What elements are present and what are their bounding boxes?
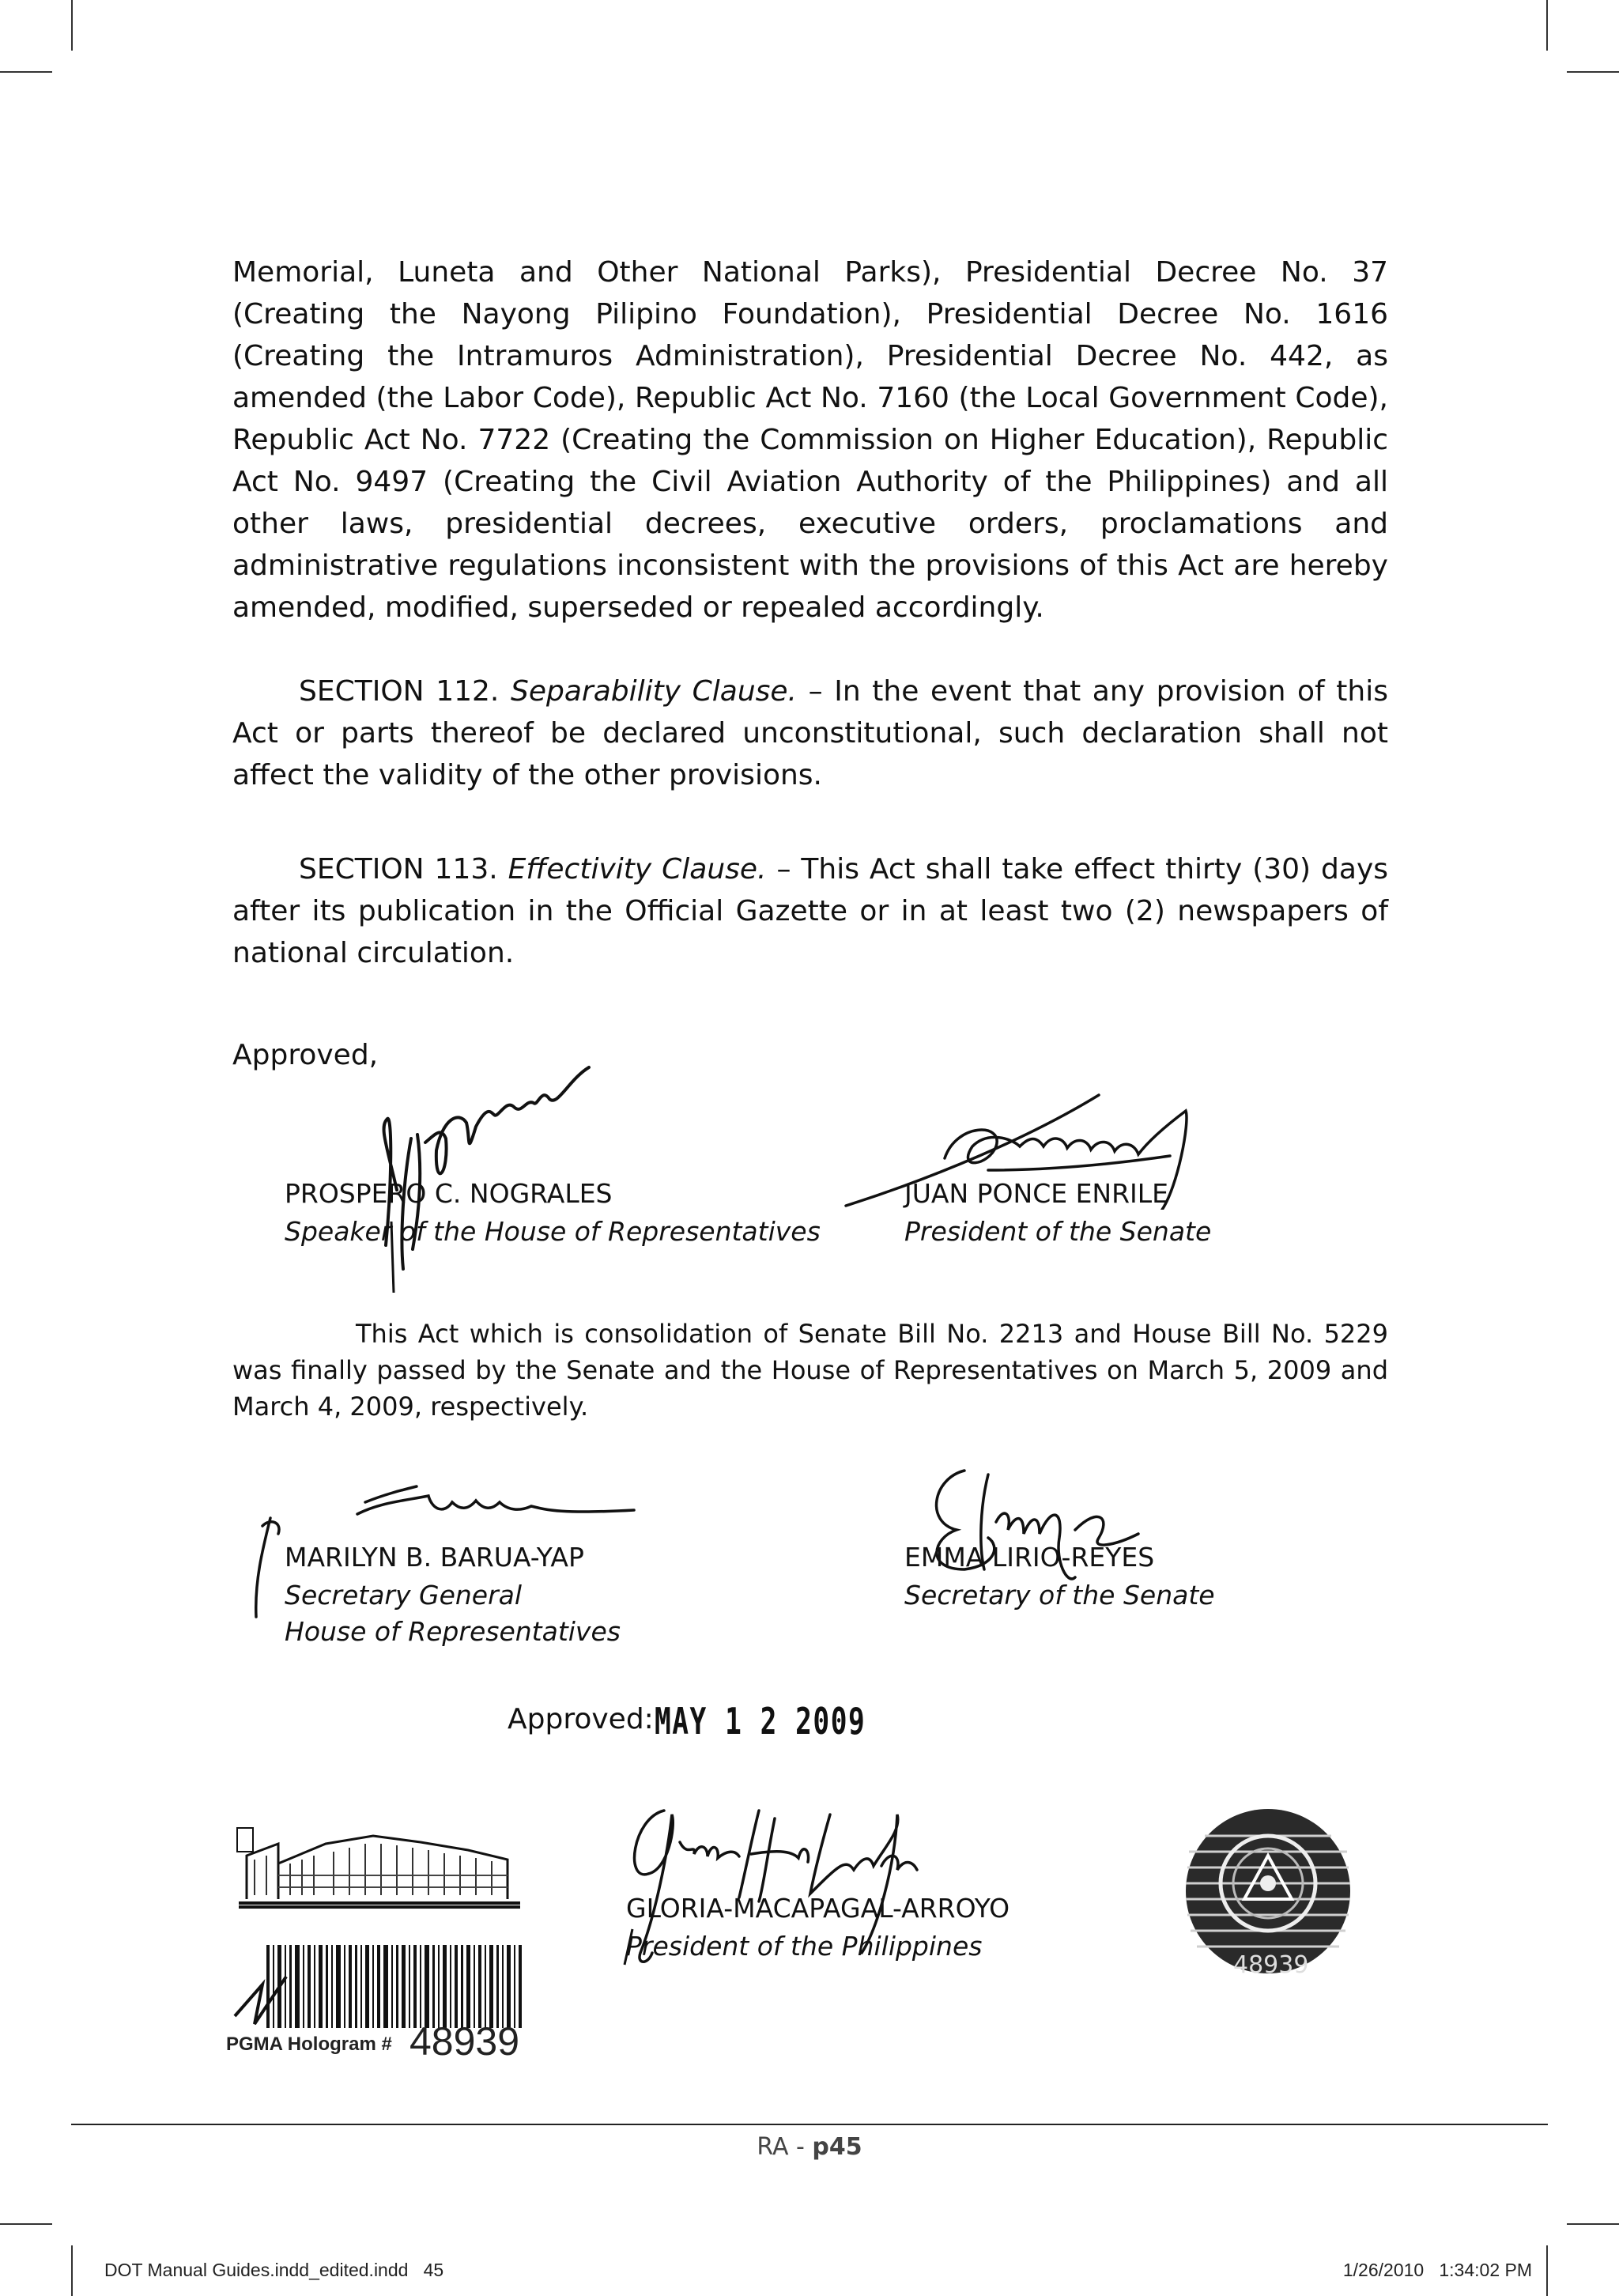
crop-mark-bottom-right-v (1546, 2245, 1548, 2296)
page-prefix: RA - (757, 2133, 813, 2161)
section-112-title: Separability Clause. (510, 675, 798, 708)
speaker-title: Speaker of the House of Representatives (285, 1216, 821, 1247)
crop-mark-top-right-v (1546, 0, 1548, 51)
crop-mark-top-left-h (0, 71, 52, 73)
slug-filename: DOT Manual Guides.indd_edited.indd 45 (104, 2260, 444, 2280)
barcode-image (231, 1937, 531, 2032)
approved-label: Approved, (232, 1039, 379, 1071)
president-title: President of the Philippines (626, 1931, 983, 1962)
footer-rule (71, 2124, 1548, 2125)
crop-mark-top-right-h (1567, 71, 1619, 73)
page-number-value: p45 (812, 2133, 862, 2161)
senate-president-name: JUAN PONCE ENRILE (904, 1178, 1169, 1209)
hologram-label: PGMA Hologram # (226, 2034, 392, 2055)
secretary-senate-title: Secretary of the Senate (904, 1580, 1215, 1611)
crop-mark-bottom-right-h (1567, 2223, 1619, 2225)
seal-number: 48939 (1233, 1951, 1309, 1979)
slug-timestamp: 1/26/2010 1:34:02 PM (1342, 2260, 1532, 2280)
approval-date-stamp: MAY 1 2 2009 (655, 1700, 866, 1743)
section-112-label: SECTION 112. (299, 675, 500, 708)
secretary-general-title-2: House of Representatives (285, 1616, 621, 1647)
section-112 (232, 670, 1388, 796)
secretary-general-name: MARILYN B. BARUA-YAP (285, 1542, 584, 1573)
section-113-title: Effectivity Clause. (508, 853, 767, 886)
crop-mark-top-left-v (71, 0, 73, 51)
page-number (0, 2133, 1619, 2161)
secretary-general-title: Secretary General (285, 1580, 523, 1611)
malacanang-building-image (231, 1820, 528, 1915)
approval-label: Approved: (508, 1703, 654, 1735)
consolidation-note: This Act which is consolidation of Senate Bill No. 2213 and House Bill No. 5229 was finally passed by the Senate and the House of Representatives on March 5, 2009 and March 4, 2009, respectively. (232, 1319, 1388, 1422)
secretary-senate-name: EMMA LIRIO-REYES (904, 1542, 1155, 1573)
paragraph-repealing-clause: Memorial, Luneta and Other National Parks), Presidential Decree No. 37 (Creating the Nayong Pilipino Foundation), Presidential Decree No. 1616 (Creating the Intramuros Administration), Presidential Decree No. 442, as amended (the Labor Code), Republic Act No. 7160 (the Local Government Code), Republic Act No. 7722 (Creating the Commission on Higher Education), Republic Act No. 9497 (Creating the Civil Aviation Authority of the Philippines) and all other laws, presidential decrees, executive orders, proclamations and administrative regulations inconsistent with the provisions of this Act are hereby amended, modified, superseded or repealed accordingly. (232, 256, 1388, 624)
hologram-number: 48939 (409, 2019, 520, 2064)
president-name: GLORIA-MACAPAGAL-ARROYO (626, 1893, 1010, 1924)
section-113-text: – This Act shall take effect thirty (30) days after its publication in the Official Gazette or in at least two (2) newspapers of national circulation. (232, 853, 1389, 969)
section-113 (232, 848, 1388, 974)
crop-mark-bottom-left-v (71, 2245, 73, 2296)
section-112-text: – In the event that any provision of this Act or parts thereof be declared unconstitutional, such declaration shall not affect the validity of the other provisions. (232, 675, 1388, 791)
section-113-label: SECTION 113. (299, 853, 498, 886)
senate-president-title: President of the Senate (904, 1216, 1212, 1247)
speaker-name: PROSPERO C. NOGRALES (285, 1178, 613, 1209)
crop-mark-bottom-left-h (0, 2223, 52, 2225)
